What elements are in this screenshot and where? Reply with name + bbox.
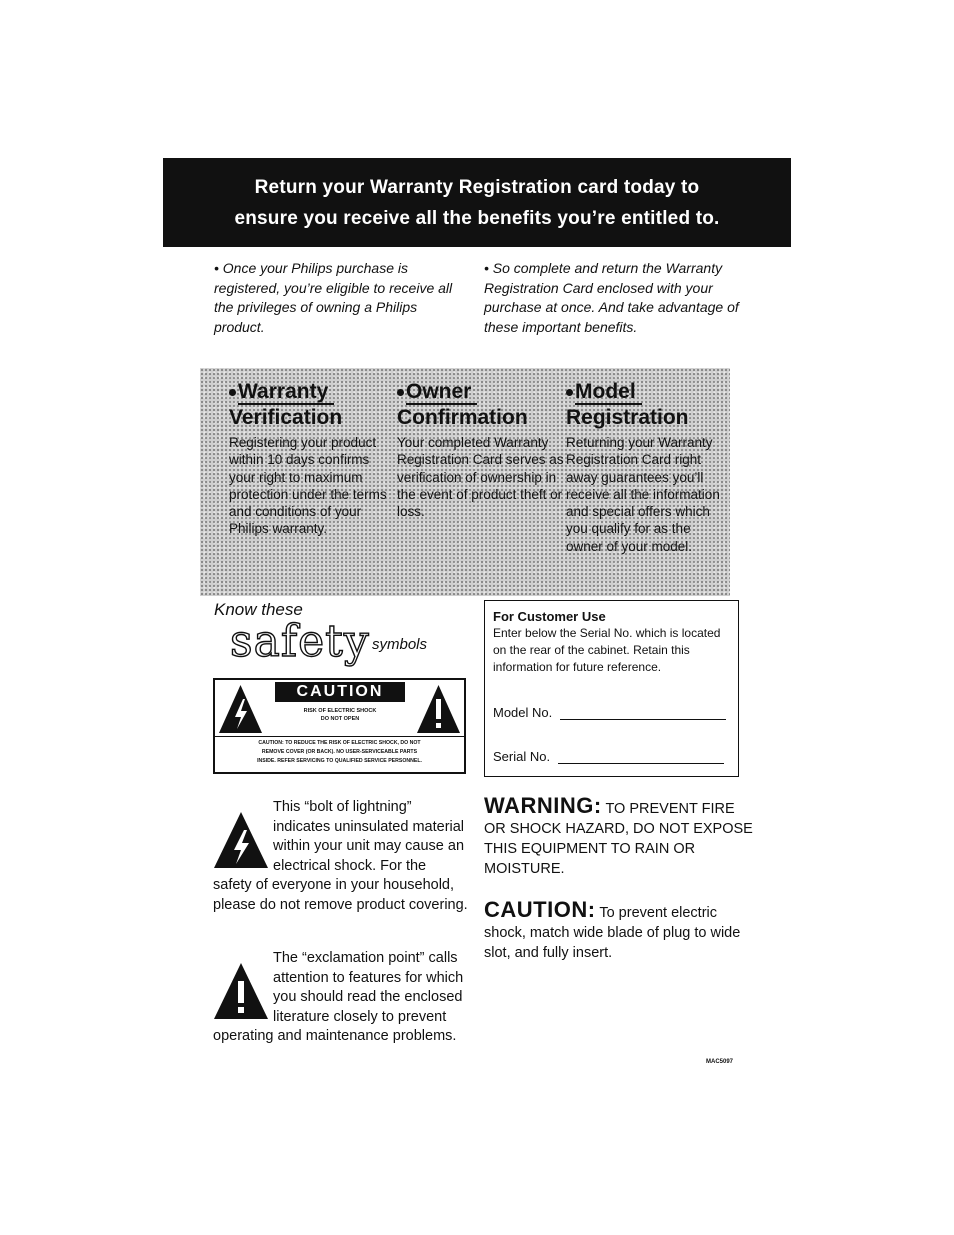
benefit-title: Model — [575, 380, 642, 405]
symbols-label: symbols — [372, 636, 428, 653]
safety-word: safety — [230, 616, 370, 667]
benefit-subtitle: Confirmation — [397, 406, 528, 429]
benefit-subtitle: Verification — [229, 406, 343, 429]
intro-left: • Once your Philips purchase is registered, you’re eligible to receive all the privileges of owning a Philips product. — [214, 260, 453, 335]
bullet-icon — [397, 389, 404, 396]
exclamation-text: The “exclamation point” calls attention to features for which you should read the enclosed literature closely to prevent operating and maintenance problems. — [213, 950, 464, 1044]
benefit-body: Returning your Warranty Registration Card right away guarantees you’ll receive all the information and special offers which you qualify for as the owner of your model. — [566, 435, 720, 554]
serial-no-field[interactable] — [493, 749, 724, 764]
intro-right: • So complete and return the Warranty Registration Card enclosed with your purchase at once. And take advantage of these important benefits. — [484, 260, 739, 335]
exclamation-triangle-icon — [213, 961, 269, 1021]
fine-line-2: REMOVE COVER (OR BACK). NO USER-SERVICEABLE PARTS — [261, 749, 418, 755]
warning-block — [484, 793, 754, 879]
warning-text: TO PREVENT FIRE OR SHOCK HAZARD, DO NOT EXPOSE THIS EQUIPMENT TO RAIN OR MOISTURE. — [484, 801, 753, 877]
caution-text: To prevent electric shock, match wide blade of plug to wide slot, and fully insert. — [484, 905, 741, 961]
serial-no-line[interactable] — [558, 762, 724, 764]
caution-block — [484, 897, 754, 963]
exclamation-triangle-icon — [416, 683, 461, 735]
lightning-text: This “bolt of lightning” indicates uninsulated material within your unit may cause an electrical shock. For the safety of everyone in your household, please do not remove product covering. — [213, 799, 468, 913]
caution-title: CAUTION — [275, 682, 405, 702]
benefit-title: Owner — [406, 380, 477, 405]
lightning-triangle-icon — [218, 683, 263, 735]
benefit-body: Registering your product within 10 days confirms your right to maximum protection under the terms and conditions of your Philips warranty. — [229, 435, 387, 537]
fine-line-1: CAUTION: TO REDUCE THE RISK OF ELECTRIC SHOCK, DO NOT — [258, 740, 421, 746]
caution-center — [275, 682, 405, 723]
bullet-icon — [229, 389, 236, 396]
registration-banner — [163, 158, 791, 247]
customer-description: Enter below the Serial No. which is located on the rear of the cabinet. Retain this information for future reference. — [493, 626, 721, 674]
model-no-field[interactable] — [493, 705, 726, 720]
caution-fine-print — [215, 736, 464, 766]
caution-label — [213, 678, 466, 774]
caution-sub-2: DO NOT OPEN — [320, 716, 360, 722]
caution-sub-1: RISK OF ELECTRIC SHOCK — [303, 708, 377, 714]
benefit-owner — [397, 380, 567, 520]
know-these-label: Know these — [214, 600, 303, 619]
benefits-panel — [200, 368, 730, 596]
banner-line-1: Return your Warranty Registration card today to — [254, 176, 700, 198]
benefit-title: Warranty — [238, 380, 334, 405]
banner-line-2: ensure you receive all the benefits you’re entitled to. — [234, 207, 720, 229]
lightning-explanation — [213, 798, 468, 915]
benefit-warranty — [229, 380, 399, 538]
benefit-body: Your completed Warranty Registration Card serves as verification of ownership in the event of product theft or loss. — [397, 435, 564, 520]
exclamation-explanation — [213, 949, 468, 1047]
benefit-model — [566, 380, 724, 555]
fine-line-3: INSIDE. REFER SERVICING TO QUALIFIED SERVICE PERSONNEL. — [257, 758, 422, 764]
bullet-icon — [566, 389, 573, 396]
benefit-subtitle: Registration — [566, 406, 689, 429]
customer-use-box — [484, 600, 739, 777]
model-no-label: Model No. — [493, 705, 553, 720]
model-no-line[interactable] — [560, 718, 726, 720]
serial-no-label: Serial No. — [493, 749, 551, 764]
document-code: MAC5097 — [706, 1059, 734, 1065]
customer-heading: For Customer Use — [493, 609, 606, 624]
warning-heading: WARNING: — [484, 793, 602, 818]
caution-heading: CAUTION: — [484, 897, 596, 922]
lightning-triangle-icon — [213, 810, 269, 870]
